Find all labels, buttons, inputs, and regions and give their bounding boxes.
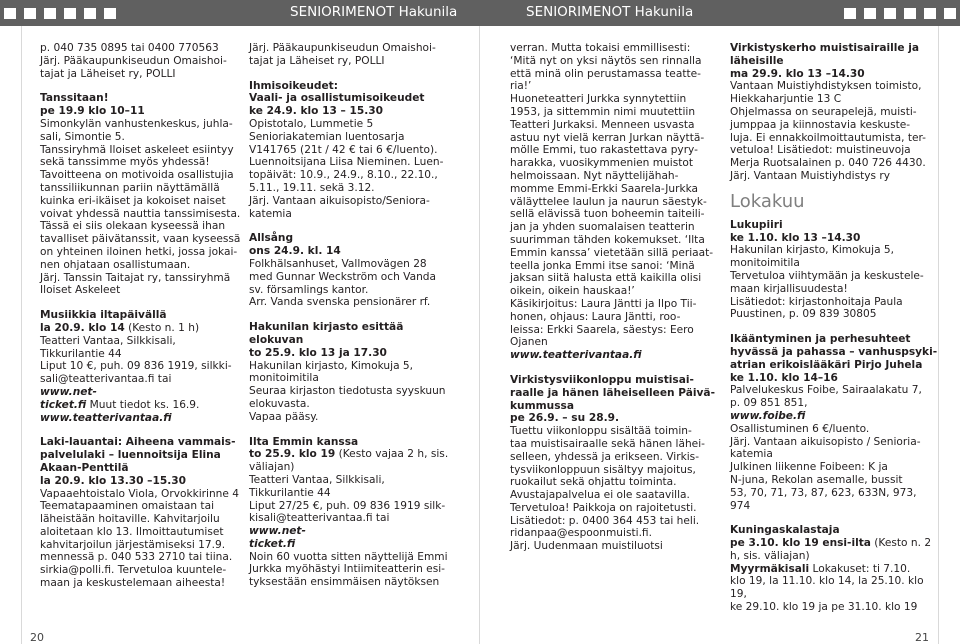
spine-line [479,26,480,644]
text-block [249,551,459,589]
text-block [249,436,459,474]
page-number-left: 20 [30,631,44,644]
body-text: Simonkylän vanhustenkeskus, juhla- sali, Simontie 5. Tanssiryhmä Iloiset askeleet esiintyy sekä tanssimme myös yhdessä! Tavoitteena on motivoida osallistujia tanssiliikunnan pariin näyttämällä kuinka eri-ikäiset ja kokoiset naiset voivat yhdessä nauttia tanssimisesta. Tässä ei siis olekaan kyseessä ihan tavalliset päivätanssit, vaan kyseessä on yhteinen iloinen hetki, jossa jokai- nen ohjataan osallistumaan. Järj. Tanssin Taitajat ry, tanssiryhmä Iloiset Askeleet [40,117,241,297]
text-block [40,309,250,335]
square-icon [84,8,96,19]
text-block [249,232,459,258]
text-block [40,92,250,118]
square-icon [24,8,36,19]
paragraph-gap [510,362,720,374]
body-text: Tuettu viikonloppu sisältää toimin- taa muistisairaalle sekä hänen lähei- selleen, yhdessä ja erikseen. Virkis- tysviikonloppuun sisältyy majoitus, ruokailut sekä ohjattu toiminta. Avustajapalvelua ei ole saatavilla. Tervetuloa! Paikkoja on rajoitetusti. Lisätiedot: p. 0400 364 453 tai heli. ridanpaa@espoonmuisti.fi. Järj. Uudenmaan muistiluotsi [510,425,705,553]
bold-text: Ihmisoikeudet: Vaali- ja osallistumisoikeudet ke 24.9. klo 13 – 15.30 [249,79,425,118]
month-heading: Lokakuu [730,190,805,212]
left-margin-line [21,26,22,644]
body-text: verran. Mutta tokaisi emmillisesti: ‘Mitä nyt on yksi näytös sen rinnalla että minä olin perustamassa teatte- ria!’ Huoneteatteri Jurkka synnytettiin 1953, ja sittemmin nimi muutettiin Teatteri Jurkaksi. Menneen usvasta astuu nyt vielä kerran Jurkan näyttä- mölle Emmi, tuo rakastettava pyry- harakka, vuosikymmenien muistot helmoissaan. Nyt näyttelijähah- momme Emmi-Erkki Saarela-Jurkka väläyttelee laulun ja naurun säestyk- sellä elävissä tuon boheemin taiteili- jan ja yhden suomalaisen teatterin suurimman tähden kokemukset. ‘Ilta Emmin kanssa’ vietetään sillä periaat- teella jonka Emmi itse sanoi: ‘Minä jaksan siitä halusta että kaikilla olisi oikein, oikein hauskaa!’ Käsikirjoitus: Laura Jäntti ja Ilpo Tii- honen, ohjaus: Laura Jäntti, roo- leissa: Erkki Saarela, säestys: Eero Ojanen [510,42,714,349]
text-block [40,335,250,386]
bold-text: Tanssitaan! pe 19.9 klo 10–11 [40,92,145,118]
body-text: Järj. Pääkaupunkiseudun Omaishoi- tajat ja Läheiset ry, POLLI [249,42,436,67]
page-number-right: 21 [915,631,929,644]
text-block [249,525,459,551]
paragraph-gap [40,424,250,436]
column-2 [249,42,459,589]
header-title-right: SENIORIMENOT Hakunila [526,4,694,20]
body-text: Vantaan Muistiyhdistyksen toimisto, Hiekkaharjuntie 13 C Ohjelmassa on seurapelejä, muisti- jumppaa ja kiinnostavia keskuste- luja. Ei ennakkoilmoittautumista, ter- vetuloa! Lisätiedot: muistineuvoja Merja Ruotsalainen p. 040 726 4430. Järj. Vantaan Muistiyhdistys ry [730,80,926,182]
text-block [730,219,940,245]
square-icon [44,8,56,19]
text-block [730,42,940,80]
body-text: Opistotalo, Lummetie 5 Senioriakatemian luentosarja V141765 (21t / 42 € tai 6 €/luento). Luennoitsijana Liisa Nieminen. Luen- topäivät: 10.9., 24.9., 8.10., 22.10., 5.11., 19.11. sekä 3.12. Järj. Vantaan aikuisopisto/Seniora- katemia [249,117,444,220]
body-text: Osallistuminen 6 €/luento. Järj. Vantaan aikuisopisto / Senioria- katemia Julkinen liikenne Foibeen: K ja N-juna, Rekolan asemalle, bussit 53, 70, 71, 73, 87, 623, 633N, 973, 974 [730,422,921,512]
text-block [510,349,720,362]
bold-text: Hakunilan kirjasto esittää elokuvan to 25.9. klo 13 ja 17.30 [249,321,404,359]
square-icon [64,8,76,19]
text-block [510,42,720,349]
bold-text: Lukupiiri ke 1.10. klo 13 –14.30 [730,218,861,244]
text-block [730,384,940,410]
column-1 [40,42,250,590]
text-block [510,374,720,425]
paragraph-gap [249,220,459,232]
bold-text: Ilta Emmin kanssa to 25.9. klo 19 [249,435,359,461]
bold-text: Laki-lauantai: Aiheena vammais- palvelulaki – luennoitsija Elina Akaan-Penttilä la 20.9. klo 13.30 –15.30 [40,436,236,487]
text-block [40,488,250,590]
body-text: Palvelukeskus Foibe, Sairaalakatu 7, p. 09 851 851, [730,384,922,410]
square-icon [884,8,896,19]
bold-text: www.foibe.fi [730,409,806,422]
paragraph-gap [249,68,459,80]
bold-text: www.teatterivantaa.fi [40,411,172,424]
body-text: Noin 60 vuotta sitten näyttelijä Emmi Jurkka myöhästyi Intiimiteatterin esi- tyksestään ensimmäisen näytöksen [249,550,448,589]
text-block [730,80,940,182]
square-icon [4,8,16,19]
bold-text: Virkistysviikonloppu muistisai- raalle ja hänen läheiselleen Päivä- kummussa pe 26.9. – su 28.9. [510,373,715,425]
paragraph-gap [40,80,250,92]
header-title-left: SENIORIMENOT Hakunila [290,4,458,20]
bold-text: Allsång ons 24.9. kl. 14 [249,232,341,258]
bold-text: Myyrmäkisali [730,562,810,575]
text-block [249,258,459,309]
body-text: (Kesto n. 1 h) [124,321,200,334]
paragraph-gap [730,512,940,524]
body-text: Hakunilan kirjasto, Kimokuja 5, monitoimitila Tervetuloa viihtymään ja keskustele- maan kirjallisuudesta! Lisätiedot: kirjastonhoitaja Paula Puustinen, p. 09 839 30805 [730,244,924,321]
text-block [40,118,250,297]
text-block [730,423,940,513]
bold-text: www.net- ticket.fi [40,385,97,411]
text-block [249,80,459,118]
bold-text: Musiikkia iltapäivällä la 20.9. klo 14 [40,309,167,334]
text-block [249,474,459,525]
text-block [40,386,250,412]
header-squares-left [4,8,116,19]
bold-text: Virkistyskerho muistisairaille ja läheisille ma 29.9. klo 13 –14.30 [730,42,920,80]
text-block [249,118,459,220]
bold-text: Ikääntyminen ja perhesuhteet hyvässä ja pahassa – vanhuspsyki- atrian erikoislääkäri Pirjo Juhela ke 1.10. klo 14–16 [730,333,938,384]
square-icon [104,8,116,19]
text-block [249,360,459,424]
text-block [40,412,250,425]
paragraph-gap [249,424,459,436]
text-block [249,42,459,68]
text-block [730,410,940,423]
square-icon [924,8,936,19]
body-text: Hakunilan kirjasto, Kimokuja 5, monitoimitila Seuraa kirjaston tiedotusta syyskuun elokuvasta. Vapaa pääsy. [249,359,446,423]
column-3 [510,42,720,553]
text-block [730,524,940,562]
text-block [730,244,940,321]
text-block [40,436,250,487]
column-4 [730,42,940,614]
body-text: Muut tiedot ks. 16.9. [86,398,200,411]
header-squares-right [844,8,956,19]
body-text: p. 040 735 0895 tai 0400 770563 Järj. Pääkaupunkiseudun Omaishoi- tajat ja Läheiset ry, POLLI [40,42,227,80]
bold-text: www.net- ticket.fi [249,525,306,550]
bold-text: www.teatterivantaa.fi [510,349,642,362]
text-block [730,333,940,384]
square-icon [944,8,956,19]
body-text: (Kesto n. 2 h, sis. väliajan) [730,537,932,562]
body-text: Teatteri Vantaa, Silkkisali, Tikkurilantie 44 Liput 10 €, puh. 09 836 1919, silkki- sali@teatterivantaa.fi tai [40,334,232,386]
text-block [730,563,940,614]
body-text: (Kesto vajaa 2 h, sis. väliajan) [249,448,449,474]
body-text: Lokakuset: ti 7.10. klo 19, la 11.10. klo 14, la 25.10. klo 19, ke 29.10. klo 19 ja pe 31.10. klo 19 [730,562,924,614]
body-text: Teatteri Vantaa, Silkkisali, Tikkurilantie 44 Liput 27/25 €, puh. 09 836 1919 silk- kisali@teatterivantaa.fi tai [249,473,446,525]
paragraph-gap [40,297,250,309]
header-bar [0,0,960,26]
text-block [40,42,250,80]
text-block [249,321,459,359]
bold-text: Kuningaskalastaja pe 3.10. klo 19 ensi-ilta [730,524,871,550]
text-block [510,425,720,553]
paragraph-gap [730,321,940,333]
body-text: Vapaaehtoistalo Viola, Orvokkirinne 4 Teematapaaminen omaistaan tai läheistään hoitaville. Kahvitarjoilu aloitetaan klo 13. Ilmoittautumiset kahvitarjoilun järjestämiseksi 17.9. mennessä p. 040 533 2710 tai tiina. sirkia@polli.fi. Tervetuloa kuuntele- maan ja keskustelemaan aiheesta! [40,487,240,590]
paragraph-gap [249,309,459,321]
square-icon [904,8,916,19]
square-icon [844,8,856,19]
square-icon [864,8,876,19]
body-text: Folkhälsanhuset, Vallmovägen 28 med Gunnar Weckström och Vanda sv. församlings kantor. Arr. Vanda svenska pensionärer rf. [249,257,437,309]
